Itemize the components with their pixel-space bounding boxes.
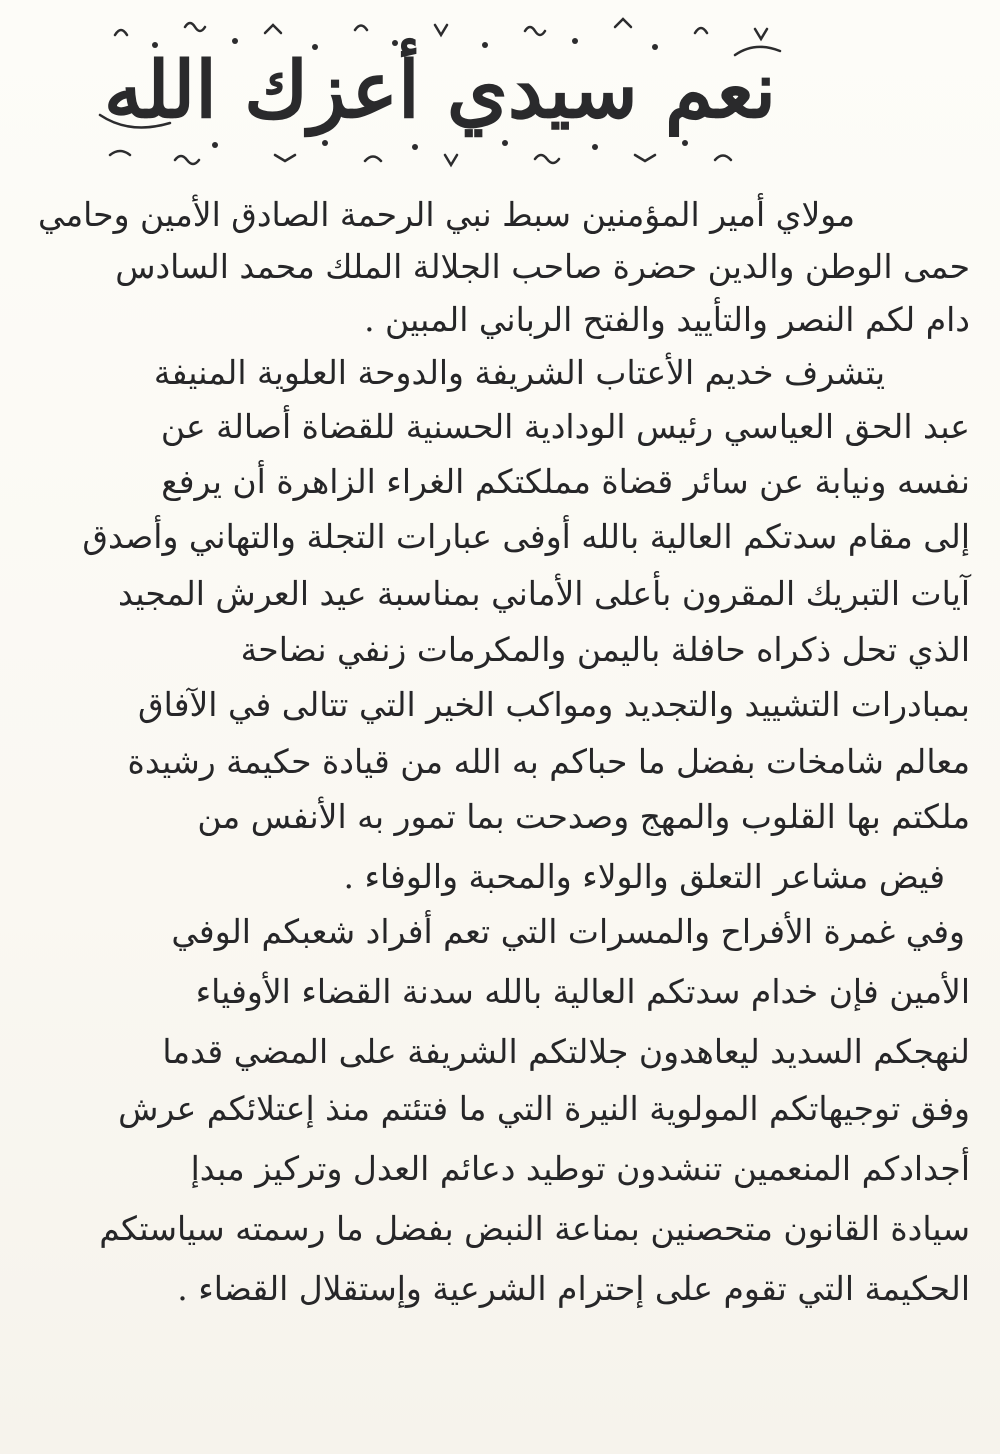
letter-line: عبد الحق العياسي رئيس الودادية الحسنية للقضاة أصالة عن [160, 407, 970, 446]
letter-line: معالم شامخات بفضل ما حباكم به الله من قيادة حكيمة رشيدة [127, 742, 970, 781]
letter-line: أجدادكم المنعمين تنشدون توطيد دعائم العدل وتركيز مبدإ [190, 1149, 970, 1188]
letter-line: ملكتم بها القلوب والمهج وصدحت بما تمور به الأنفس من [197, 797, 970, 836]
letter-line: الذي تحل ذكراه حافلة باليمن والمكرمات زنفي نضاحة [240, 630, 970, 669]
letter-line: يتشرف خديم الأعتاب الشريفة والدوحة العلوية المنيفة [153, 353, 885, 392]
letter-line: بمبادرات التشييد والتجديد ومواكب الخير التي تتالى في الآفاق [138, 685, 970, 724]
letter-line: وفق توجيهاتكم المولوية النيرة التي ما فتئتم منذ إعتلائكم عرش [118, 1089, 970, 1128]
letter-line: نفسه ونيابة عن سائر قضاة مملكتكم الغراء الزاهرة أن يرفع [161, 462, 970, 501]
letter-line: الأمين فإن خدام سدتكم العالية بالله سدنة القضاء الأوفياء [195, 972, 970, 1011]
letter-line: مولاي أمير المؤمنين سبط نبي الرحمة الصادق الأمين وحامي [37, 195, 855, 234]
letter-line: لنهجكم السديد ليعاهدون جلالتكم الشريفة على المضي قدما [162, 1032, 970, 1071]
letter-line: فيض مشاعر التعلق والولاء والمحبة والوفاء . [343, 857, 945, 896]
letter-line: إلى مقام سدتكم العالية بالله أوفى عبارات التجلة والتهاني وأصدق [82, 517, 970, 556]
letter-line: سيادة القانون متحصنين بمناعة النبض بفضل ما رسمته سياستكم [99, 1209, 970, 1248]
letter-line: دام لكم النصر والتأييد والفتح الرباني المبين . [364, 300, 970, 339]
letter-line: حمى الوطن والدين حضرة صاحب الجلالة الملك محمد السادس [115, 247, 970, 286]
letter-line: وفي غمرة الأفراح والمسرات التي تعم أفراد شعبكم الوفي [171, 912, 965, 951]
letter-line: الحكيمة التي تقوم على إحترام الشرعية وإستقلال القضاء . [177, 1269, 970, 1308]
letter-line: آيات التبريك المقرون بأعلى الأماني بمناسبة عيد العرش المجيد [118, 574, 970, 613]
letter-title: نعم سيدي أعزك الله [103, 44, 777, 136]
